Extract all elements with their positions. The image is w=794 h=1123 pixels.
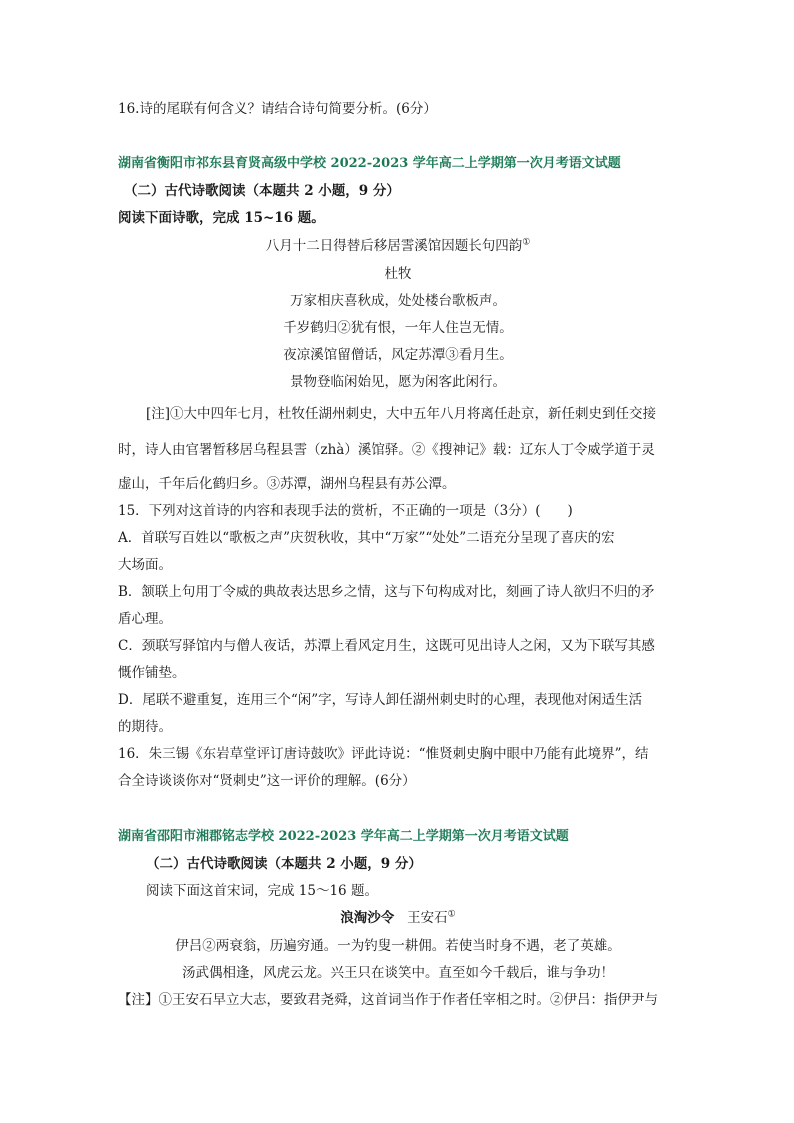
option-a: A．首联写百姓以“歌板之声”庆贺秋收，其中“万家”“处处”二语充分呈现了喜庆的宏 — [118, 530, 615, 546]
ci-title-text: 浪淘沙令 — [340, 910, 395, 926]
section1-source: 湖南省衡阳市祁东县育贤高级中学校 2022-2023 学年高二上学期第一次月考语文试题 — [118, 156, 621, 171]
ci-line: 伊吕②两衰翁，历遍穷通。一为钓叟一耕佣。若使当时身不遇，老了英雄。 — [175, 938, 621, 954]
option-a-cont: 大场面。 — [118, 557, 172, 573]
ci-title — [118, 906, 678, 926]
poem-title-text: 八月十二日得替后移居霅溪馆因题长句四韵 — [265, 238, 523, 254]
option-d: D．尾联不避重复，连用三个“闲”字，写诗人卸任湖州刺史时的心理，表现他对闲适生活 — [118, 692, 643, 708]
section2-instruction: 阅读下面这首宋词，完成 15～16 题。 — [146, 883, 378, 899]
poem-author: 杜牧 — [384, 266, 412, 282]
poem-title-note: ① — [522, 237, 531, 248]
question-16-cont: 合全诗谈谈你对“贤刺史”这一评价的理解。(6分） — [118, 773, 416, 789]
poem-line: 万家相庆喜秋成，处处楼台歌板声。 — [290, 293, 506, 309]
option-b-cont: 盾心理。 — [118, 611, 172, 627]
poem-line: 夜凉溪馆留僧话，风定苏潭③看月生。 — [283, 347, 513, 363]
note-line: 虚山，千年后化鹤归乡。③苏潭，湖州乌程县有苏公潭。 — [118, 476, 456, 492]
ci-line: 汤武偶相逢，风虎云龙。兴王只在谈笑中。直至如今千载后，谁与争功！ — [182, 965, 614, 981]
section1-instruction: 阅读下面诗歌，完成 15~16 题。 — [118, 210, 325, 226]
option-c: C．颈联写驿馆内与僧人夜话，苏潭上看风定月生，这既可见出诗人之闲，又为下联写其感 — [118, 638, 655, 654]
option-c-cont: 慨作铺垫。 — [118, 665, 186, 681]
ci-author-note: ① — [447, 909, 456, 920]
ci-author: 王安石 — [407, 910, 448, 926]
section2-heading: （二）古代诗歌阅读（本题共 2 小题，9 分） — [146, 856, 422, 872]
option-b: B．颔联上句用丁令威的典故表达思乡之情，这与下句构成对比，刻画了诗人欲归不归的矛 — [118, 584, 655, 600]
section2-source: 湖南省邵阳市湘郡铭志学校 2022-2023 学年高二上学期第一次月考语文试题 — [118, 829, 569, 844]
ci-note: 【注】①王安石早立大志，要致君尧舜，这首词当作于作者任宰相之时。②伊吕：指伊尹与 — [118, 992, 658, 1008]
question-15: 15．下列对这首诗的内容和表现手法的赏析，不正确的一项是（3分）( ) — [118, 503, 573, 519]
question-16: 16．朱三锡《东岩草堂评订唐诗鼓吹》评此诗说：“惟贤刺史胸中眼中乃能有此境界”，结 — [118, 746, 649, 762]
note-line: 时，诗人由官署暂移居乌程县霅（zhà）溪馆驿。②《搜神记》载：辽东人丁令威学道于灵 — [118, 442, 655, 458]
poem-line: 千岁鹤归②犹有恨，一年人住岂无情。 — [283, 320, 513, 336]
note-line: [注]①大中四年七月，杜牧任湖州刺史，大中五年八月将离任赴京，新任刺史到任交接 — [146, 406, 657, 422]
option-d-cont: 的期待。 — [118, 719, 172, 735]
poem-title — [118, 234, 678, 254]
poem-line: 景物登临闲始见，愿为闲客此闲行。 — [290, 374, 506, 390]
section1-heading: （二）古代诗歌阅读（本题共 2 小题，9 分） — [124, 183, 400, 199]
question-16-previous: 16.诗的尾联有何含义？请结合诗句简要分析。(6分） — [118, 101, 437, 117]
